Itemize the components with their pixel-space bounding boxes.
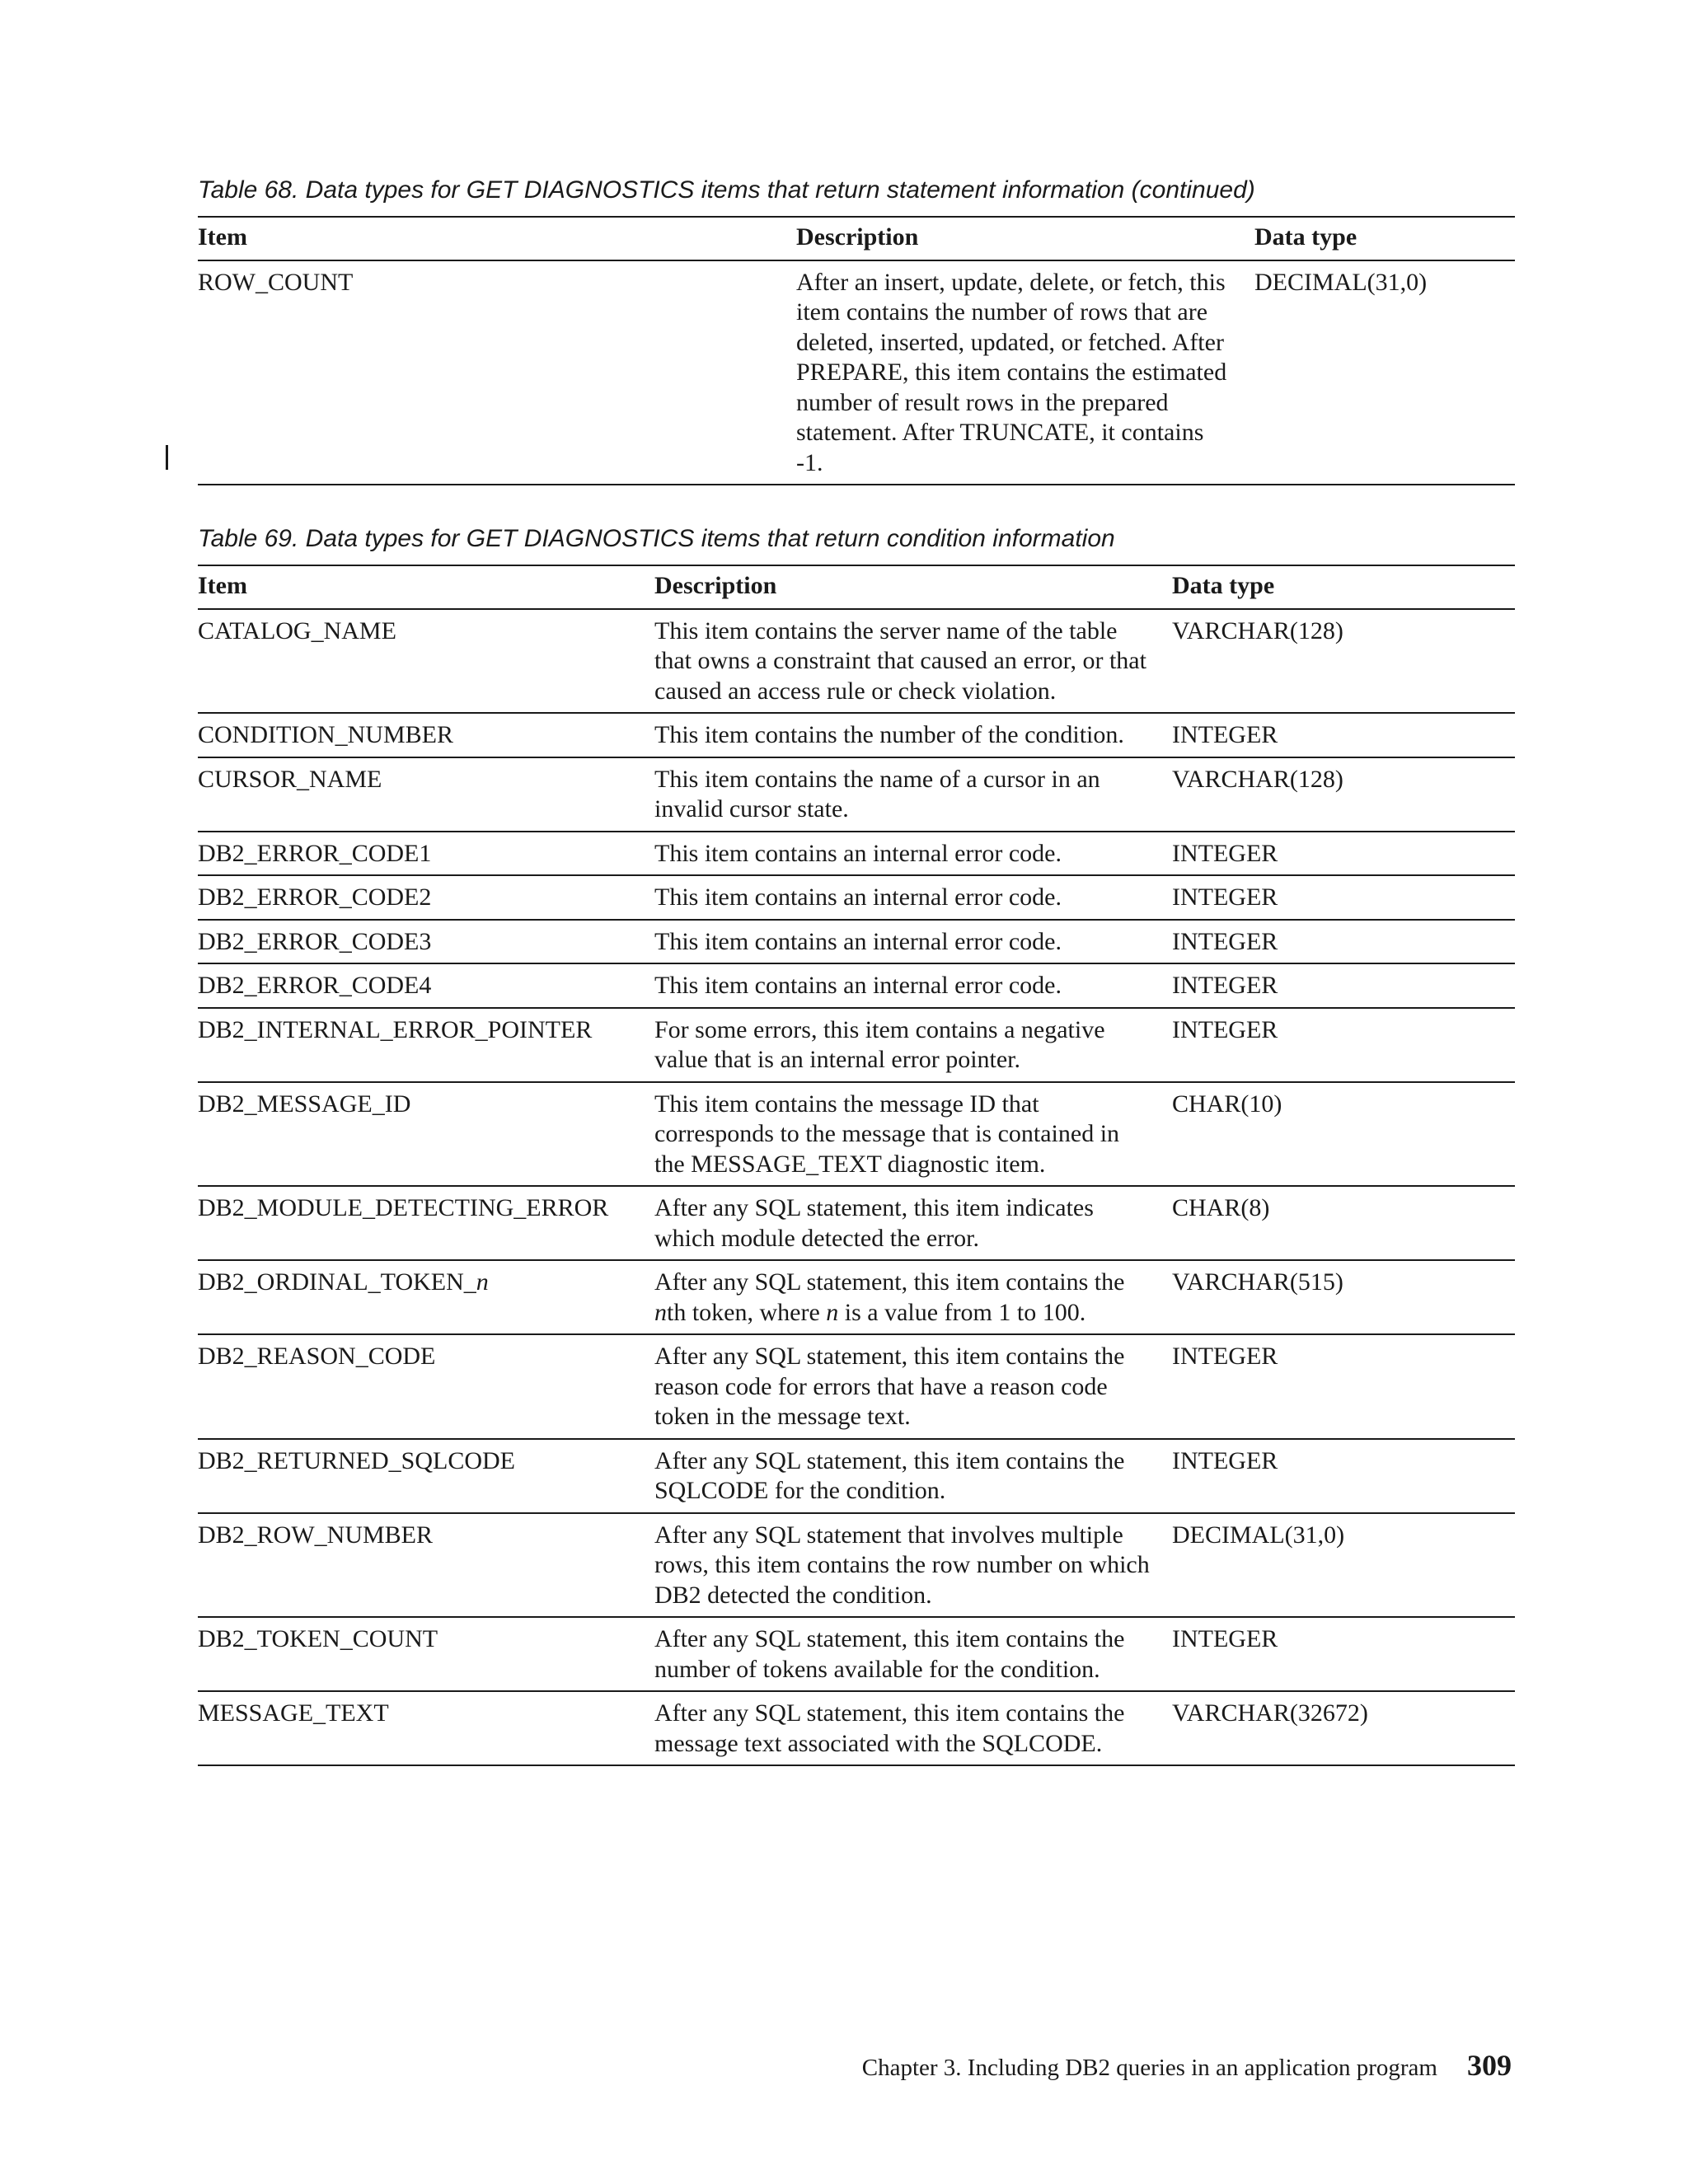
data-type-cell: INTEGER bbox=[1172, 963, 1515, 1008]
table-row bbox=[198, 832, 1515, 876]
description-cell bbox=[654, 1260, 1172, 1334]
chapter-title: Chapter 3. Including DB2 queries in an application program bbox=[861, 2055, 1437, 2081]
data-type-cell: VARCHAR(515) bbox=[1172, 1260, 1515, 1334]
item-cell: CURSOR_NAME bbox=[198, 757, 654, 832]
item-cell: DB2_ERROR_CODE2 bbox=[198, 875, 654, 920]
table68-header-data-type: Data type bbox=[1254, 217, 1515, 260]
description-cell: This item contains an internal error code. bbox=[654, 875, 1172, 920]
data-type-cell: VARCHAR(32672) bbox=[1172, 1691, 1515, 1765]
data-type-cell: INTEGER bbox=[1172, 713, 1515, 757]
table-row bbox=[198, 260, 1515, 485]
table-row bbox=[198, 1186, 1515, 1260]
data-type-cell: INTEGER bbox=[1172, 832, 1515, 876]
item-cell bbox=[198, 1260, 654, 1334]
description-cell: After any SQL statement that involves multiple rows, this item contains the row number on which DB2 detected the condition. bbox=[654, 1513, 1172, 1618]
item-cell: DB2_RETURNED_SQLCODE bbox=[198, 1439, 654, 1513]
table68-header-description: Description bbox=[796, 217, 1254, 260]
item-cell: DB2_ERROR_CODE3 bbox=[198, 920, 654, 964]
data-type-cell: DECIMAL(31,0) bbox=[1172, 1513, 1515, 1618]
data-type-cell: INTEGER bbox=[1172, 920, 1515, 964]
table68-header-row bbox=[198, 217, 1515, 260]
item-cell: DB2_REASON_CODE bbox=[198, 1334, 654, 1439]
item-cell: DB2_ERROR_CODE4 bbox=[198, 963, 654, 1008]
item-prefix: DB2_ORDINAL_TOKEN_ bbox=[198, 1268, 476, 1296]
item-cell: DB2_ROW_NUMBER bbox=[198, 1513, 654, 1618]
description-cell: After an insert, update, delete, or fetch, this item contains the number of rows that are deleted, inserted, updated, or fetched. After PREPARE, this item contains the estimated number of result rows in the prepared statement. After TRUNCATE, it contains -1. bbox=[796, 260, 1254, 485]
item-cell: CONDITION_NUMBER bbox=[198, 713, 654, 757]
item-cell: DB2_MESSAGE_ID bbox=[198, 1082, 654, 1187]
description-cell: After any SQL statement, this item contains the message text associated with the SQLCODE. bbox=[654, 1691, 1172, 1765]
data-type-cell: INTEGER bbox=[1172, 1334, 1515, 1439]
table-row bbox=[198, 1260, 1515, 1334]
data-type-cell: INTEGER bbox=[1172, 1617, 1515, 1691]
description-cell: This item contains an internal error code. bbox=[654, 920, 1172, 964]
data-type-cell: INTEGER bbox=[1172, 875, 1515, 920]
description-cell: This item contains the name of a cursor in an invalid cursor state. bbox=[654, 757, 1172, 832]
item-cell: CATALOG_NAME bbox=[198, 609, 654, 714]
description-cell: This item contains an internal error code. bbox=[654, 963, 1172, 1008]
data-type-cell: VARCHAR(128) bbox=[1172, 609, 1515, 714]
table-row bbox=[198, 963, 1515, 1008]
item-variable: n bbox=[476, 1268, 489, 1296]
page-number: 309 bbox=[1467, 2049, 1512, 2082]
item-cell: ROW_COUNT bbox=[198, 260, 796, 485]
table-row bbox=[198, 920, 1515, 964]
table-row bbox=[198, 1008, 1515, 1082]
description-part: is a value from 1 to 100. bbox=[838, 1298, 1086, 1326]
table-row bbox=[198, 1334, 1515, 1439]
table68 bbox=[198, 216, 1515, 485]
item-cell: DB2_ERROR_CODE1 bbox=[198, 832, 654, 876]
item-cell: DB2_TOKEN_COUNT bbox=[198, 1617, 654, 1691]
description-variable: n bbox=[654, 1298, 667, 1326]
table-row bbox=[198, 1691, 1515, 1765]
item-cell: DB2_INTERNAL_ERROR_POINTER bbox=[198, 1008, 654, 1082]
description-cell: After any SQL statement, this item contains the SQLCODE for the condition. bbox=[654, 1439, 1172, 1513]
table-row bbox=[198, 1082, 1515, 1187]
table69-header-row bbox=[198, 565, 1515, 609]
table-row bbox=[198, 1513, 1515, 1618]
table-row bbox=[198, 1439, 1515, 1513]
description-cell: After any SQL statement, this item contains the reason code for errors that have a reason code token in the message text. bbox=[654, 1334, 1172, 1439]
data-type-cell: CHAR(8) bbox=[1172, 1186, 1515, 1260]
data-type-cell: VARCHAR(128) bbox=[1172, 757, 1515, 832]
description-cell: This item contains the number of the condition. bbox=[654, 713, 1172, 757]
table69-header-data-type: Data type bbox=[1172, 565, 1515, 609]
data-type-cell: CHAR(10) bbox=[1172, 1082, 1515, 1187]
description-variable: n bbox=[826, 1298, 839, 1326]
description-cell: This item contains the server name of the table that owns a constraint that caused an error, or that caused an access rule or check violation. bbox=[654, 609, 1172, 714]
description-part: After any SQL statement, this item contains the bbox=[654, 1268, 1125, 1296]
description-part: th token, where bbox=[667, 1298, 827, 1326]
description-cell: After any SQL statement, this item indicates which module detected the error. bbox=[654, 1186, 1172, 1260]
table-row bbox=[198, 1617, 1515, 1691]
description-cell: This item contains the message ID that corresponds to the message that is contained in the MESSAGE_TEXT diagnostic item. bbox=[654, 1082, 1172, 1187]
item-cell: MESSAGE_TEXT bbox=[198, 1691, 654, 1765]
table68-header-item: Item bbox=[198, 217, 796, 260]
table-row bbox=[198, 875, 1515, 920]
data-type-cell: DECIMAL(31,0) bbox=[1254, 260, 1515, 485]
description-cell: After any SQL statement, this item contains the number of tokens available for the condition. bbox=[654, 1617, 1172, 1691]
data-type-cell: INTEGER bbox=[1172, 1008, 1515, 1082]
table-row bbox=[198, 713, 1515, 757]
table69 bbox=[198, 565, 1515, 1766]
data-type-cell: INTEGER bbox=[1172, 1439, 1515, 1513]
revision-bar bbox=[166, 445, 168, 470]
item-cell: DB2_MODULE_DETECTING_ERROR bbox=[198, 1186, 654, 1260]
description-cell: For some errors, this item contains a negative value that is an internal error pointer. bbox=[654, 1008, 1172, 1082]
table69-caption: Table 69. Data types for GET DIAGNOSTICS items that return condition information bbox=[198, 525, 1115, 552]
table69-header-description: Description bbox=[654, 565, 1172, 609]
page-footer bbox=[862, 2048, 1512, 2083]
table-row bbox=[198, 757, 1515, 832]
table-row bbox=[198, 609, 1515, 714]
table69-header-item: Item bbox=[198, 565, 654, 609]
table68-caption: Table 68. Data types for GET DIAGNOSTICS items that return statement information (continued) bbox=[198, 176, 1255, 204]
description-cell: This item contains an internal error code. bbox=[654, 832, 1172, 876]
